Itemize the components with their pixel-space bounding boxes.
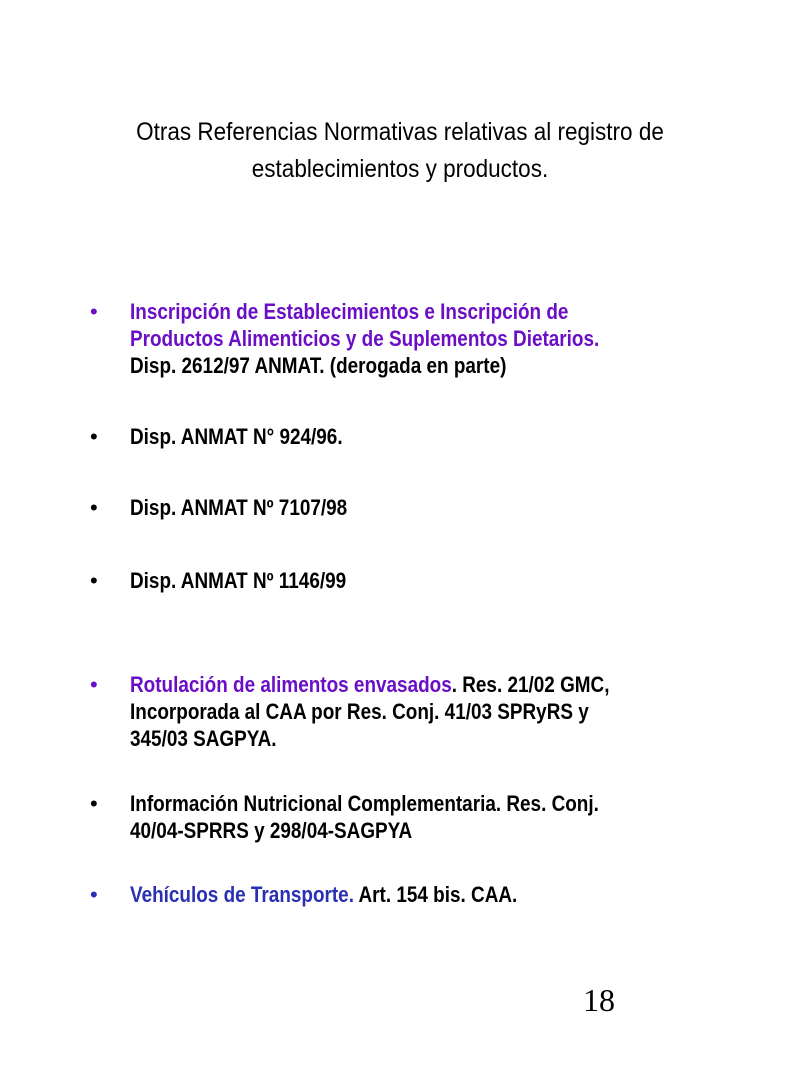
item-highlight: Vehículos de Transporte. (130, 882, 354, 907)
list-item-inscripcion (90, 298, 730, 379)
page-number: 18 (583, 982, 615, 1018)
item-line: 345/03 SAGPYA. (130, 726, 277, 751)
item-line: 40/04-SPRRS y 298/04-SAGPYA (130, 818, 413, 843)
item-line: Disp. ANMAT Nº 1146/99 (130, 568, 347, 593)
item-line: Incorporada al CAA por Res. Conj. 41/03 SPRyRS y (130, 699, 589, 724)
title-line-2: establecimientos y productos. (251, 155, 549, 183)
item-line: Información Nutricional Complementaria. Res. Conj. (130, 791, 599, 816)
item-line: Disp. ANMAT Nº 7107/98 (130, 495, 348, 520)
bullet-icon: • (90, 568, 98, 593)
title-line-1: Otras Referencias Normativas relativas al registro de (136, 118, 664, 146)
item-line: Disp. 2612/97 ANMAT. (derogada en parte) (130, 353, 507, 378)
page-title (94, 114, 706, 188)
list-item-disp-924 (90, 423, 730, 450)
list-item-rotulacion (90, 671, 730, 752)
bullet-icon: • (90, 882, 98, 907)
bullet-icon: • (90, 424, 98, 449)
item-line: Disp. ANMAT N° 924/96. (130, 424, 343, 449)
item-highlight: Rotulación de alimentos envasados (130, 672, 452, 697)
list-item-disp-7107 (90, 494, 730, 521)
item-line (130, 881, 646, 908)
item-line (130, 671, 646, 698)
item-line: Productos Alimenticios y de Suplementos Dietarios. (130, 326, 600, 351)
bullet-icon: • (90, 672, 98, 697)
item-text: . Res. 21/02 GMC, (451, 672, 610, 697)
list-item-disp-1146 (90, 567, 730, 594)
bullet-icon: • (90, 791, 98, 816)
bullet-icon: • (90, 495, 98, 520)
bullet-icon: • (90, 299, 98, 324)
item-line: Inscripción de Establecimientos e Inscripción de (130, 299, 569, 324)
item-text: Art. 154 bis. CAA. (353, 882, 518, 907)
list-item-informacion-nutricional (90, 790, 730, 844)
list-item-vehiculos (90, 881, 730, 908)
